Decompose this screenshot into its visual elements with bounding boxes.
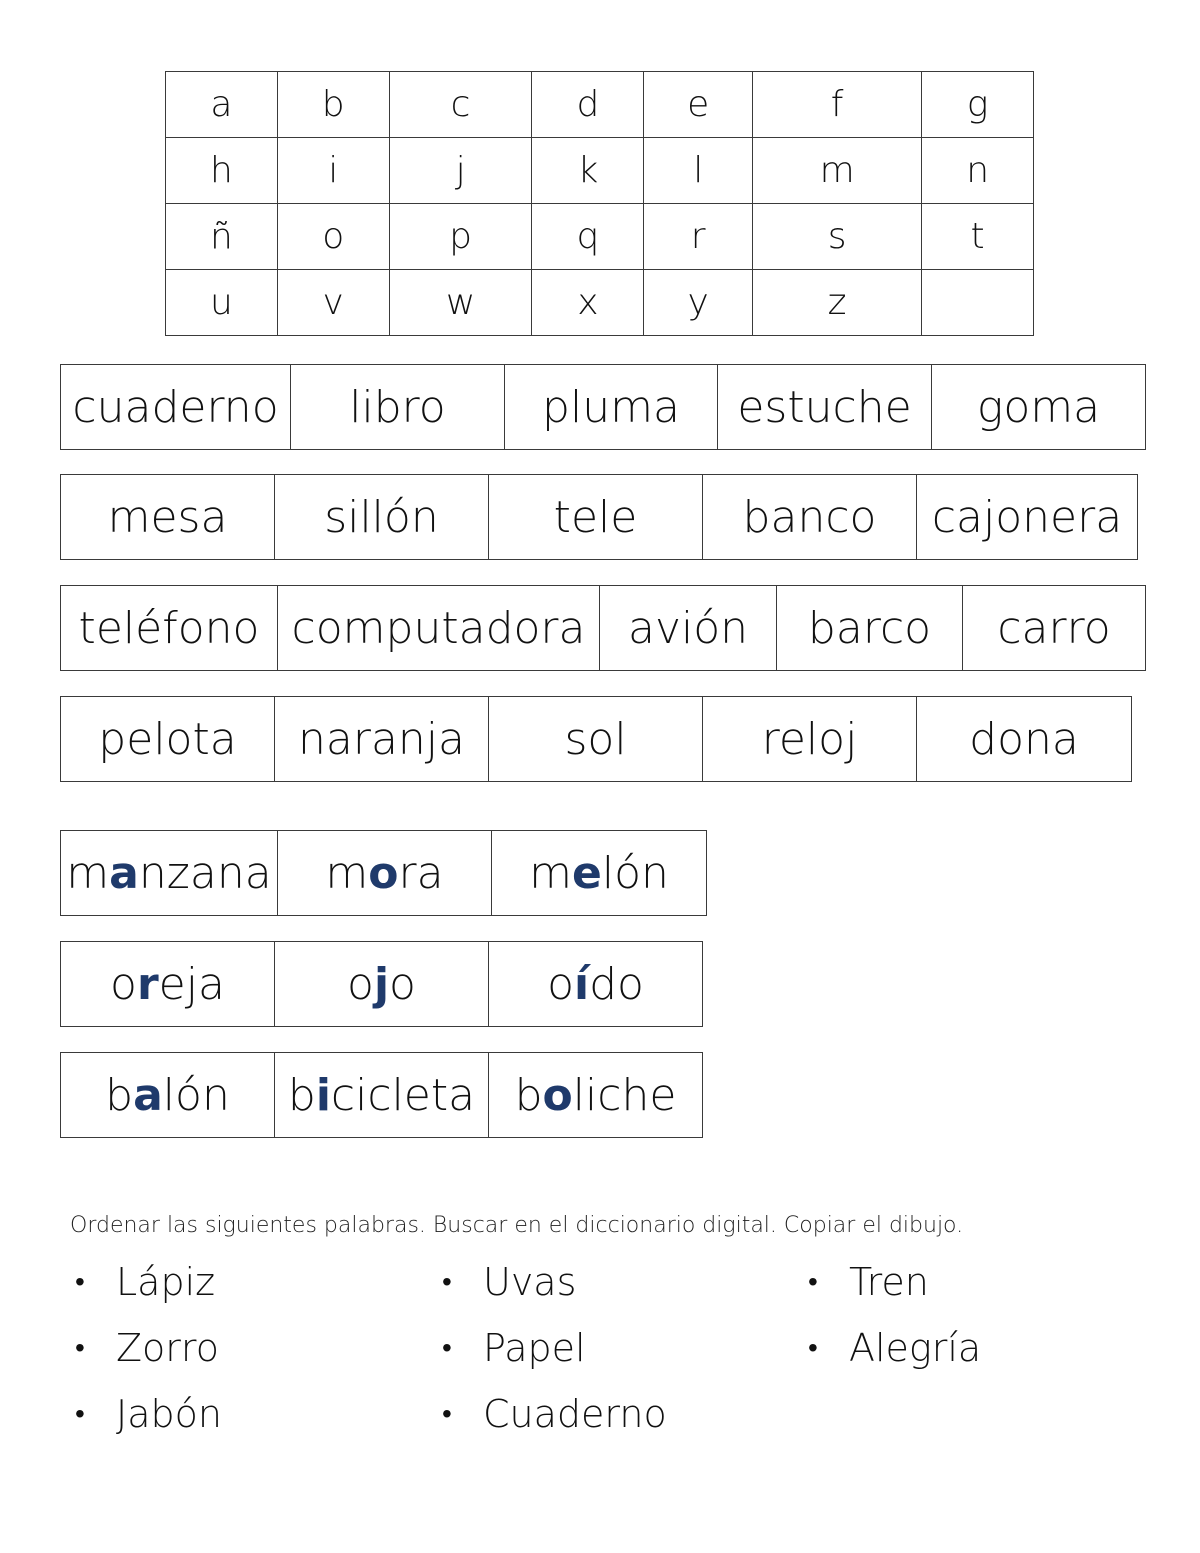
letter: i — [355, 1069, 368, 1121]
letter: n — [138, 847, 167, 899]
highlighted-letter: o — [542, 1069, 573, 1121]
letter: é — [135, 602, 163, 654]
letter: d — [485, 602, 514, 654]
letter: o — [587, 713, 615, 765]
alphabet-cell: w — [389, 270, 532, 336]
letter: r — [398, 847, 417, 899]
alphabet-cell: x — [532, 270, 644, 336]
letter: m — [529, 847, 572, 899]
word-list-label: Papel — [483, 1326, 586, 1370]
letter: n — [1022, 491, 1051, 543]
highlighted-letter: r — [136, 958, 159, 1010]
word-list-label: Tren — [849, 1260, 929, 1304]
word-cell — [61, 831, 278, 916]
letter: c — [931, 491, 957, 543]
letter: c — [832, 381, 857, 433]
letter: o — [997, 713, 1024, 765]
letter: c — [72, 381, 97, 433]
word-list-column — [808, 1255, 981, 1387]
letter: e — [403, 1069, 431, 1121]
letter: c — [291, 602, 316, 654]
letter: l — [153, 713, 166, 765]
letter: l — [122, 602, 136, 654]
letter: n — [410, 491, 439, 543]
word-cell — [505, 365, 718, 450]
letter: n — [223, 381, 252, 433]
word-table — [60, 696, 1132, 782]
word-cell — [61, 475, 275, 560]
letter: r — [352, 713, 371, 765]
alphabet-cell: e — [644, 72, 753, 138]
letter: l — [601, 847, 615, 899]
alphabet-cell: g — [922, 72, 1034, 138]
letter: a — [325, 713, 353, 765]
letter: o — [177, 602, 205, 654]
letter: a — [458, 602, 486, 654]
word-cell — [932, 365, 1146, 450]
word-cell — [275, 697, 489, 782]
letter: o — [547, 958, 574, 1010]
letter: j — [185, 958, 198, 1010]
letter: o — [904, 602, 932, 654]
word-cell — [61, 1053, 275, 1138]
letter: n — [204, 602, 233, 654]
letter: o — [418, 381, 446, 433]
letter: b — [742, 491, 771, 543]
alphabet-cell: q — [532, 204, 644, 270]
letter: p — [542, 381, 570, 433]
word-cell — [963, 586, 1146, 671]
letter: v — [654, 602, 681, 654]
letter: n — [640, 847, 669, 899]
word-list-column — [75, 1255, 222, 1453]
alphabet-row — [166, 72, 1034, 138]
word-cell — [275, 475, 489, 560]
word-cell — [291, 365, 505, 450]
letter: b — [105, 1069, 134, 1121]
word-list-column — [442, 1255, 667, 1453]
letter: z — [166, 847, 190, 899]
letter: ó — [175, 1069, 202, 1121]
highlighted-letter: í — [573, 958, 590, 1010]
letter: e — [1050, 491, 1078, 543]
letter: j — [425, 713, 439, 765]
alphabet-cell: z — [753, 270, 922, 336]
alphabet-cell: j — [389, 138, 532, 204]
word-cell — [489, 942, 703, 1027]
letter: o — [165, 713, 193, 765]
alphabet-cell: c — [389, 72, 532, 138]
alphabet-cell: u — [166, 270, 278, 336]
word-cell — [61, 942, 275, 1027]
highlighted-letter: j — [373, 958, 390, 1010]
bullet-icon: • — [75, 1331, 85, 1364]
letter: n — [201, 1069, 230, 1121]
bullet-icon: • — [75, 1265, 85, 1298]
word-list-label: Jabón — [116, 1392, 222, 1436]
word-list-item — [75, 1321, 222, 1387]
alphabet-cell: p — [389, 204, 532, 270]
letter: o — [849, 491, 877, 543]
word-list-item — [808, 1255, 981, 1321]
letter: b — [373, 381, 402, 433]
word-list-item — [75, 1387, 222, 1453]
letter: e — [158, 958, 186, 1010]
word-cell — [777, 586, 963, 671]
highlighted-letter: e — [571, 847, 602, 899]
letter: u — [413, 602, 442, 654]
letter: e — [884, 381, 912, 433]
letter: a — [448, 1069, 476, 1121]
letter: c — [825, 491, 850, 543]
letter: p — [98, 713, 127, 765]
word-cell — [917, 697, 1132, 782]
letter: c — [879, 602, 905, 654]
letter: r — [401, 381, 419, 433]
letter: r — [862, 602, 880, 654]
letter: p — [385, 602, 414, 654]
word-cell — [600, 586, 777, 671]
letter: s — [177, 491, 201, 543]
letter: c — [330, 1069, 356, 1121]
word-list-label: Zorro — [116, 1326, 219, 1370]
word-cell — [278, 831, 492, 916]
word-table — [60, 364, 1146, 450]
letter: a — [416, 847, 444, 899]
letter: o — [617, 958, 644, 1010]
letter: d — [151, 381, 180, 433]
letter: t — [78, 602, 96, 654]
word-list-item — [442, 1255, 667, 1321]
letter: c — [597, 1069, 622, 1121]
letter: e — [610, 491, 638, 543]
letter: a — [558, 602, 586, 654]
letter: u — [96, 381, 125, 433]
letter: a — [209, 713, 237, 765]
letter: a — [1095, 491, 1123, 543]
letter: g — [976, 381, 1004, 433]
alphabet-cell: s — [753, 204, 922, 270]
letter: s — [764, 381, 788, 433]
word-cell — [61, 697, 275, 782]
letter: e — [570, 491, 599, 543]
word-cell — [275, 942, 489, 1027]
alphabet-cell: o — [277, 204, 389, 270]
letter: a — [1051, 713, 1079, 765]
letter: a — [124, 381, 152, 433]
highlighted-letter: a — [109, 847, 139, 899]
letter: o — [1003, 381, 1031, 433]
letter: a — [956, 491, 983, 543]
word-list-label: Alegría — [849, 1326, 982, 1370]
bullet-icon: • — [442, 1265, 452, 1298]
word-list-label: Uvas — [483, 1260, 577, 1304]
letter: e — [179, 381, 207, 433]
letter: n — [216, 847, 245, 899]
letter: m — [342, 602, 386, 654]
letter: l — [572, 1069, 585, 1121]
alphabet-cell: b — [277, 72, 389, 138]
letter: l — [569, 381, 583, 433]
letter: n — [1024, 713, 1052, 765]
letter: n — [297, 713, 326, 765]
letter: a — [1021, 602, 1049, 654]
letter: s — [324, 491, 348, 543]
letter: ó — [614, 847, 641, 899]
letter: b — [807, 602, 836, 654]
letter: l — [598, 491, 611, 543]
word-cell — [61, 586, 278, 671]
word-cell — [703, 697, 917, 782]
letter: o — [995, 491, 1023, 543]
letter: t — [430, 1069, 449, 1121]
letter: r — [206, 381, 224, 433]
letter: l — [162, 1069, 176, 1121]
letter: n — [797, 491, 826, 543]
letter: n — [397, 713, 426, 765]
word-cell — [275, 1053, 489, 1138]
letter: l — [349, 381, 362, 433]
letter: o — [513, 602, 541, 654]
letter: b — [287, 1069, 316, 1121]
letter: r — [761, 713, 779, 765]
word-table — [60, 1052, 703, 1138]
letter: a — [244, 847, 272, 899]
word-table — [60, 585, 1146, 671]
letter: e — [778, 713, 806, 765]
alphabet-cell: y — [644, 270, 753, 336]
bullet-icon: • — [442, 1331, 452, 1364]
word-cell — [61, 365, 291, 450]
letter: n — [720, 602, 749, 654]
alphabet-cell: h — [166, 138, 278, 204]
letter: o — [232, 602, 260, 654]
letter: u — [804, 381, 833, 433]
letter: i — [361, 381, 374, 433]
letter: e — [95, 602, 123, 654]
alphabet-cell: v — [277, 270, 389, 336]
letter: d — [969, 713, 998, 765]
word-table — [60, 474, 1138, 560]
letter: u — [582, 381, 611, 433]
alphabet-row — [166, 204, 1034, 270]
highlighted-letter: i — [315, 1069, 331, 1121]
letter: l — [805, 713, 819, 765]
letter: m — [107, 491, 151, 543]
letter: a — [197, 958, 225, 1010]
word-list-item — [442, 1321, 667, 1387]
letter: m — [66, 847, 110, 899]
word-cell — [489, 697, 703, 782]
highlighted-letter: o — [368, 847, 399, 899]
letter: t — [553, 491, 571, 543]
bullet-icon: • — [442, 1397, 452, 1430]
letter: i — [585, 1069, 598, 1121]
letter: o — [389, 958, 416, 1010]
word-list-item — [75, 1255, 222, 1321]
alphabet-row — [166, 270, 1034, 336]
alphabet-cell: i — [277, 138, 389, 204]
word-cell — [718, 365, 932, 450]
letter: a — [652, 381, 680, 433]
alphabet-cell: m — [753, 138, 922, 204]
word-list-label: Lápiz — [116, 1260, 216, 1304]
letter: e — [150, 491, 178, 543]
letter: c — [367, 1069, 392, 1121]
alphabet-cell: d — [532, 72, 644, 138]
word-list-item — [808, 1321, 981, 1387]
bullet-icon: • — [808, 1265, 818, 1298]
highlighted-letter: a — [133, 1069, 163, 1121]
alphabet-table — [165, 71, 1034, 336]
letter: h — [621, 1069, 650, 1121]
word-cell — [917, 475, 1138, 560]
letter: h — [856, 381, 885, 433]
letter: r — [1066, 602, 1084, 654]
letter: r — [1077, 491, 1096, 543]
letter: a — [189, 847, 217, 899]
letter: m — [610, 381, 653, 433]
word-table — [60, 830, 707, 916]
letter: i — [347, 491, 360, 543]
letter: l — [359, 491, 372, 543]
letter: t — [441, 602, 459, 654]
letter: a — [200, 491, 228, 543]
letter: a — [438, 713, 465, 765]
letter: r — [540, 602, 559, 654]
bullet-icon: • — [808, 1331, 818, 1364]
letter: o — [251, 381, 279, 433]
letter: e — [126, 713, 154, 765]
letter: c — [997, 602, 1022, 654]
letter: o — [818, 713, 846, 765]
letter: r — [1048, 602, 1067, 654]
word-cell — [489, 1053, 703, 1138]
letter: ó — [383, 491, 411, 543]
letter: f — [162, 602, 178, 654]
alphabet-cell: ñ — [166, 204, 278, 270]
letter: e — [649, 1069, 677, 1121]
letter: l — [391, 1069, 404, 1121]
instructions-text: Ordenar las siguientes palabras. Buscar en el diccionario digital. Copiar el dibujo. — [70, 1213, 964, 1238]
letter: e — [737, 381, 765, 433]
alphabet-cell: r — [644, 204, 753, 270]
word-cell — [489, 475, 703, 560]
letter: l — [371, 491, 384, 543]
letter: i — [680, 602, 694, 654]
letter: t — [787, 381, 805, 433]
letter: j — [982, 491, 996, 543]
alphabet-cell: a — [166, 72, 278, 138]
letter: o — [110, 958, 137, 1010]
letter: t — [192, 713, 210, 765]
letter: a — [627, 602, 655, 654]
word-list-item — [442, 1387, 667, 1453]
word-cell — [278, 586, 600, 671]
alphabet-row — [166, 138, 1034, 204]
letter: a — [835, 602, 863, 654]
letter: m — [325, 847, 369, 899]
letter: j — [845, 713, 858, 765]
letter: m — [1030, 381, 1074, 433]
letter: s — [564, 713, 588, 765]
bullet-icon: • — [75, 1397, 85, 1430]
letter: b — [514, 1069, 543, 1121]
word-list-label: Cuaderno — [483, 1392, 667, 1436]
word-cell — [492, 831, 707, 916]
letter: d — [589, 958, 618, 1010]
letter: a — [370, 713, 398, 765]
letter: l — [614, 713, 627, 765]
alphabet-cell: k — [532, 138, 644, 204]
letter: a — [1073, 381, 1101, 433]
alphabet-cell: t — [922, 204, 1034, 270]
alphabet-cell: f — [753, 72, 922, 138]
letter: o — [315, 602, 343, 654]
letter: a — [770, 491, 798, 543]
word-cell — [703, 475, 917, 560]
letter: o — [1083, 602, 1111, 654]
letter: ó — [693, 602, 721, 654]
alphabet-cell: n — [922, 138, 1034, 204]
word-table — [60, 941, 703, 1027]
letter: o — [347, 958, 374, 1010]
alphabet-cell: l — [644, 138, 753, 204]
alphabet-cell — [922, 270, 1034, 336]
